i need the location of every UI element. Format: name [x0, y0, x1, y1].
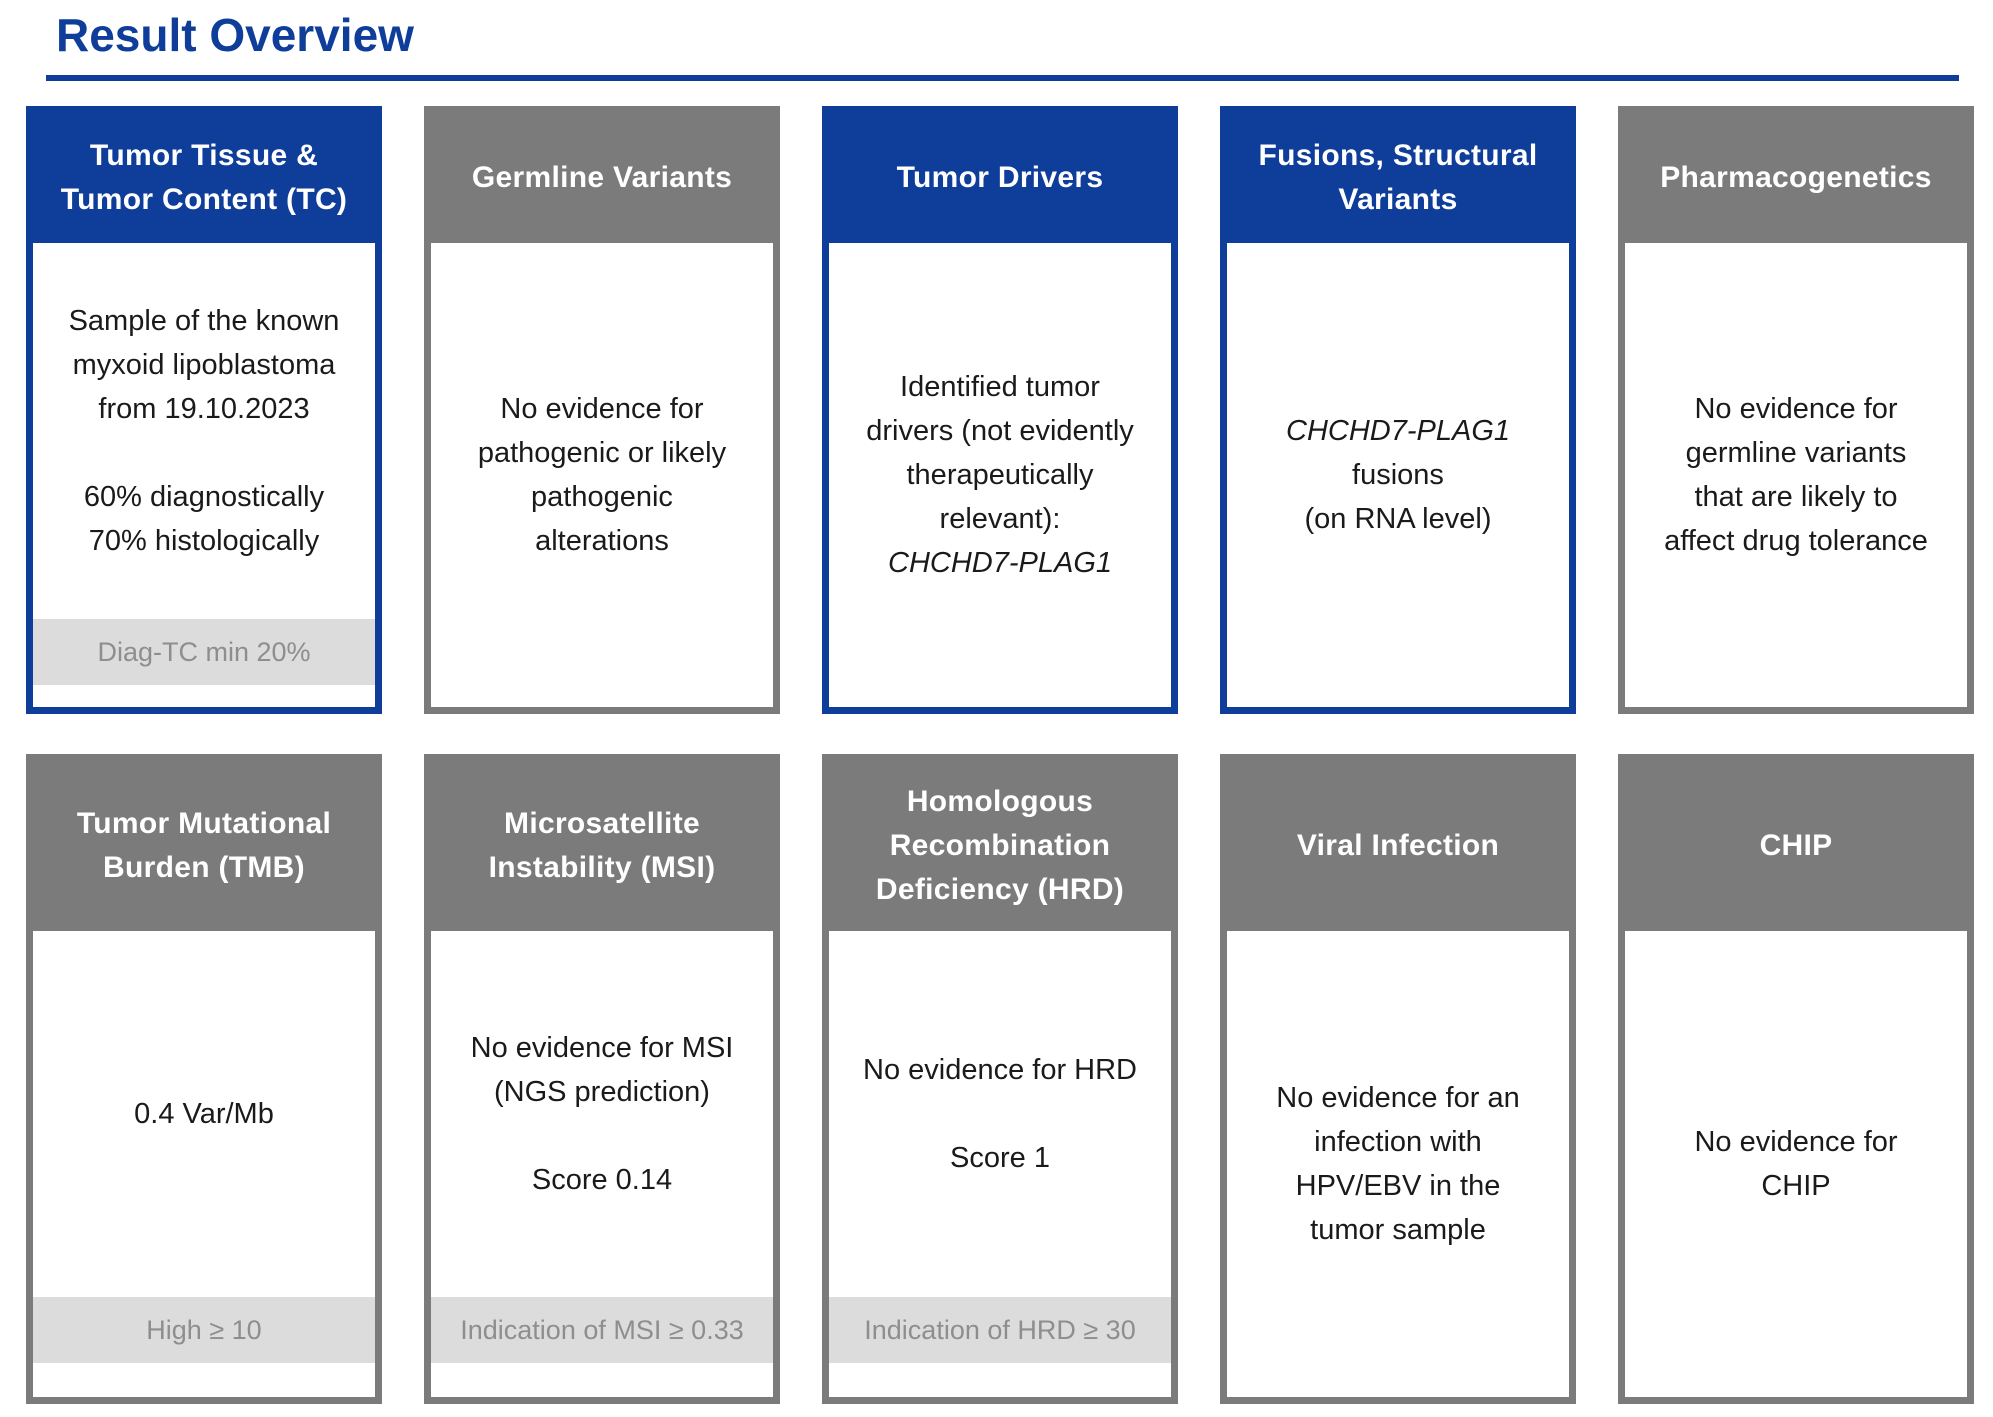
- card-header: [1625, 761, 1967, 931]
- result-text: No evidence for HRD: [863, 1054, 1137, 1086]
- card-viral-infection: [1220, 754, 1576, 1404]
- card-body: [1625, 931, 1967, 1397]
- card-header: [1227, 113, 1569, 243]
- card-homologous-recombination-deficiency: [822, 754, 1178, 1404]
- threshold-footer: Diag-TC min 20%: [33, 619, 375, 685]
- threshold-footer: High ≥ 10: [33, 1297, 375, 1363]
- tumor-content-values: 60% diagnostically 70% histologically: [83, 481, 325, 557]
- card-germline-variants: [424, 106, 780, 714]
- card-fusions-structural-variants: [1220, 106, 1576, 714]
- card-title: Pharmacogenetics: [1660, 161, 1932, 194]
- card-body: [431, 243, 773, 707]
- card-header: [431, 113, 773, 243]
- card-title: Microsatellite Instability (MSI): [488, 807, 716, 884]
- card-body: [1625, 243, 1967, 707]
- card-body: [1227, 931, 1569, 1397]
- card-body: [829, 931, 1171, 1297]
- card-body: [829, 243, 1171, 707]
- card-header: [431, 761, 773, 931]
- card-tumor-drivers: [822, 106, 1178, 714]
- card-pharmacogenetics: [1618, 106, 1974, 714]
- card-title: Viral Infection: [1296, 829, 1500, 862]
- threshold-footer: Indication of MSI ≥ 0.33: [431, 1297, 773, 1363]
- result-text: fusions (on RNA level): [1304, 459, 1492, 535]
- card-chip: [1618, 754, 1974, 1404]
- result-text: No evidence for MSI (NGS prediction): [470, 1032, 734, 1108]
- title-divider: [46, 75, 1959, 81]
- threshold-footer: Indication of HRD ≥ 30: [829, 1297, 1171, 1363]
- sample-description: Sample of the known myxoid lipoblastoma from 19.10.2023: [68, 305, 340, 425]
- result-text: No evidence for CHIP: [1694, 1126, 1898, 1202]
- card-body: [33, 243, 375, 619]
- card-header: [33, 113, 375, 243]
- card-body: [431, 931, 773, 1297]
- card-title: Tumor Mutational Burden (TMB): [76, 807, 332, 884]
- card-microsatellite-instability: [424, 754, 780, 1404]
- card-header: [829, 761, 1171, 931]
- card-header: [1227, 761, 1569, 931]
- card-body: [1227, 243, 1569, 707]
- card-header: [829, 113, 1171, 243]
- gene-name: CHCHD7-PLAG1: [888, 547, 1112, 579]
- result-text: No evidence for germline variants that are likely to affect drug tolerance: [1664, 393, 1928, 557]
- card-body: [33, 931, 375, 1297]
- card-header: [1625, 113, 1967, 243]
- result-text: No evidence for pathogenic or likely pathogenic alterations: [477, 393, 727, 557]
- card-tumor-tissue: [26, 106, 382, 714]
- card-title: Tumor Drivers: [896, 161, 1104, 194]
- card-title: Fusions, Structural Variants: [1258, 139, 1538, 216]
- card-title: Homologous Recombination Deficiency (HRD): [875, 785, 1125, 906]
- card-tumor-mutational-burden: [26, 754, 382, 1404]
- card-title: CHIP: [1759, 829, 1833, 862]
- card-header: [33, 761, 375, 931]
- card-title: Tumor Tissue & Tumor Content (TC): [60, 139, 348, 216]
- score-value: Score 1: [950, 1142, 1050, 1174]
- gene-name: CHCHD7-PLAG1: [1286, 415, 1510, 447]
- result-overview-grid: [26, 106, 1976, 1404]
- score-value: Score 0.14: [531, 1164, 673, 1196]
- card-title: Germline Variants: [471, 161, 733, 194]
- page-title: Result Overview: [56, 9, 414, 61]
- result-text: No evidence for an infection with HPV/EBV in the tumor sample: [1276, 1082, 1520, 1246]
- tmb-value: 0.4 Var/Mb: [134, 1098, 274, 1130]
- result-text: Identified tumor drivers (not evidently therapeutically relevant):: [866, 371, 1134, 535]
